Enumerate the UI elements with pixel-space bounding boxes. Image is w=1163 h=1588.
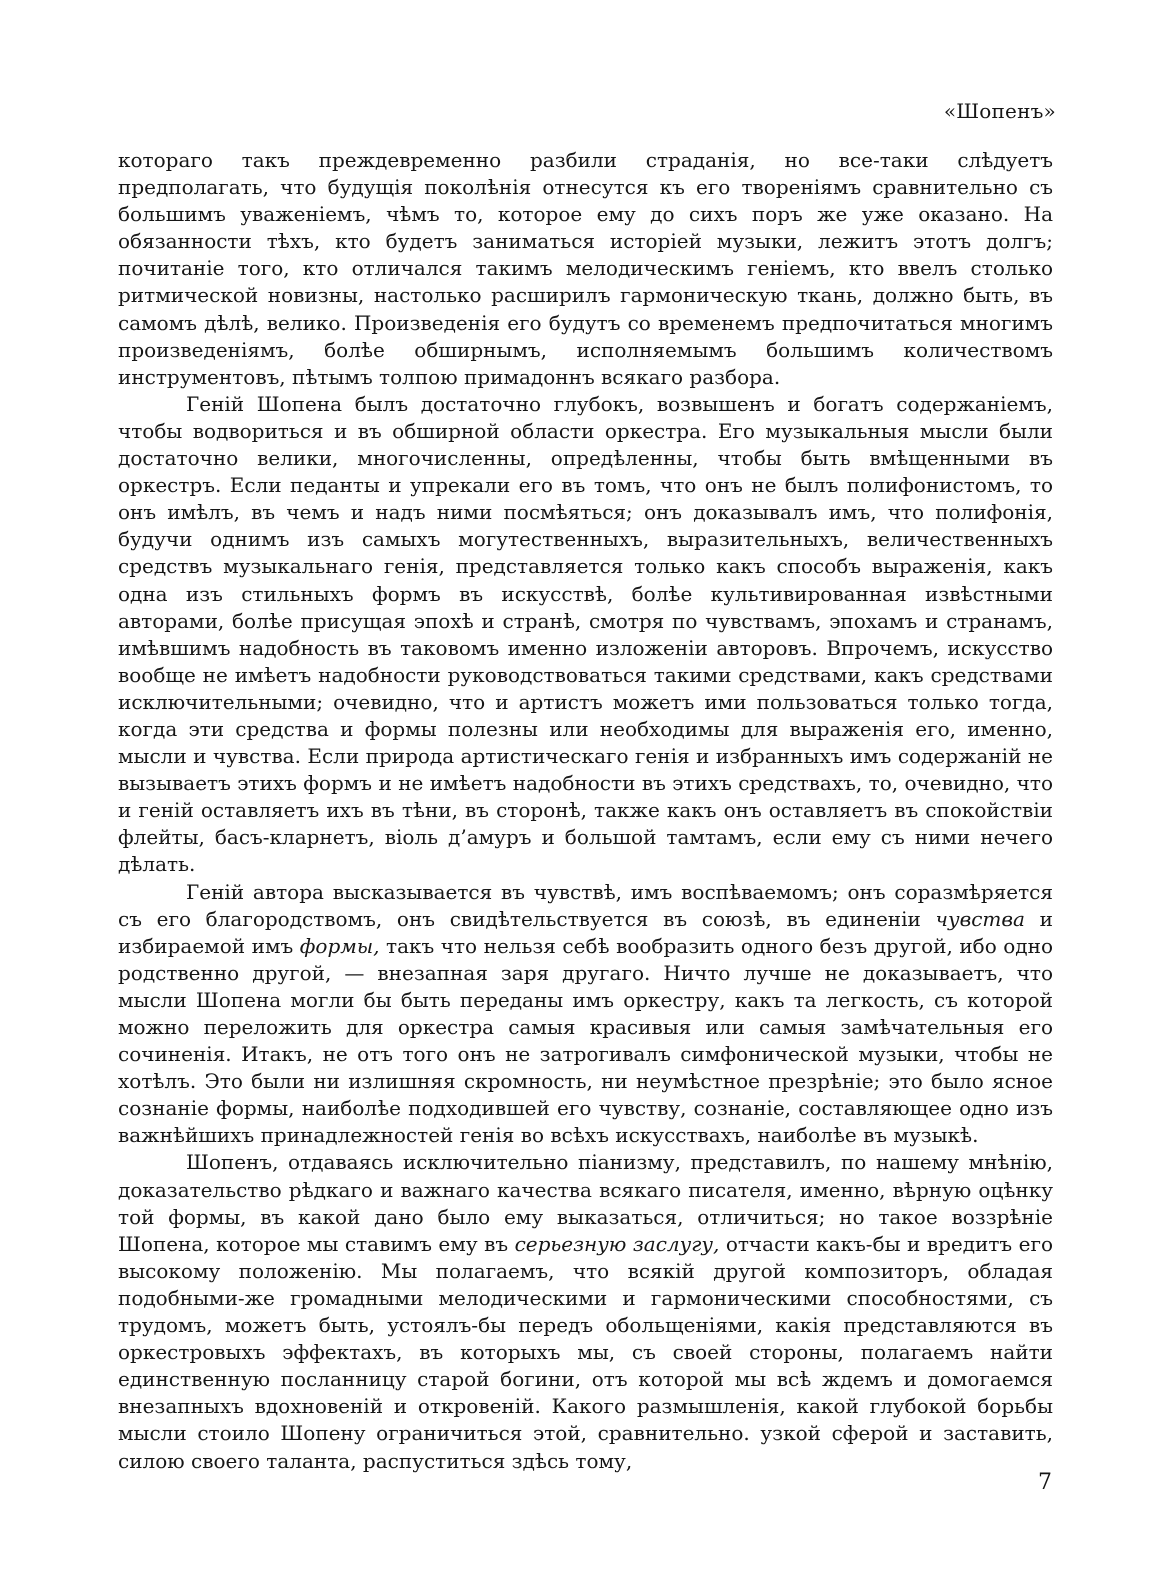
paragraph-1 [118, 147, 1053, 391]
body-text [118, 147, 1053, 1475]
text-run: отчасти какъ-бы и вредитъ его высокому положенію. Мы полагаемъ, что всякій другой композиторъ, обладая подобными-же громадными мелодическими и гармоническими способностями, съ трудомъ, можетъ быть, устоялъ-бы передъ обольщеніями, какія представляются въ оркестровыхъ эффектахъ, въ которыхъ мы, съ своей стороны, полагаемъ найти единственную посланницу старой богини, отъ которой мы всѣ ждемъ и домогаемся внезапныхъ вдохновеній и откровеній. Какого размышленія, какой глубокой борьбы мысли стоило Шопену ограничиться этой, сравнительно. узкой сферой и заставить, силою своего таланта, распуститься здѣсь тому, [118, 1231, 1053, 1473]
text-run: и избираемой имъ [118, 906, 1053, 958]
page-number: 7 [1038, 1470, 1052, 1495]
paragraph-2 [118, 391, 1053, 879]
text-run: такъ что нельзя себѣ вообразить одного безъ другой, ибо одно родственно другой, — внезапная заря другаго. Ничто лучше не доказываетъ, что мысли Шопена могли бы быть переданы имъ оркестру, какъ та легкость, съ которой можно переложить для оркестра самыя красивыя или самыя замѣчательныя его сочиненія. Итакъ, не отъ того онъ не затрогивалъ симфонической музыки, чтобы не хотѣлъ. Это были ни излишняя скромность, ни неумѣстное презрѣніе; это было ясное сознаніе формы, наиболѣе подходившей его чувству, сознаніе, составляющее одно изъ важнѣйшихъ принадлежностей генія во всѣхъ искусствахъ, наиболѣе въ музыкѣ. [118, 933, 1053, 1148]
running-head: «Шопенъ» [943, 99, 1056, 123]
text-run: Геній автора высказывается въ чувствѣ, имъ воспѣваемомъ; онъ соразмѣряется съ его благородствомъ, онъ свидѣтельствуется въ союзѣ, въ единеніи [118, 879, 1053, 931]
italic-run: чувства [935, 906, 1025, 931]
text-run: Геній Шопена былъ достаточно глубокъ, возвышенъ и богатъ содержаніемъ, чтобы водвориться и въ обширной области оркестра. Его музыкальныя мысли были достаточно велики, многочисленны, опредѣленны, чтобы быть вмѣщенными въ оркестръ. Если педанты и упрекали его въ томъ, что онъ не былъ полифонистомъ, то онъ имѣлъ, въ чемъ и надъ ними посмѣяться; онъ доказывалъ имъ, что полифонія, будучи однимъ изъ самыхъ могутественныхъ, выразительныхъ, величественныхъ средствъ музыкальнаго генія, представляется только какъ способъ выраженія, какъ одна изъ стильныхъ формъ въ искусствѣ, болѣе культивированная извѣстными авторами, болѣе присущая эпохѣ и странѣ, смотря по чувствамъ, эпохамъ и странамъ, имѣвшимъ надобность въ таковомъ именно изложеніи авторовъ. Впрочемъ, искусство вообще не имѣетъ надобности руководствоваться такими средствами, какъ средствами исключительными; очевидно, что и артистъ можетъ ими пользоваться только тогда, когда эти средства и формы полезны или необходимы для выраженія его, именно, мысли и чувства. Если природа артистическаго генія и избранныхъ имъ содержаній не вызываетъ этихъ формъ и не имѣетъ надобности въ этихъ средствахъ, то, очевидно, что и геній оставляетъ ихъ въ тѣни, въ сторонѣ, также какъ онъ оставляетъ въ спокойствіи флейты, басъ-кларнетъ, віоль д’амуръ и большой тамтамъ, если ему съ ними нечего дѣлать. [118, 391, 1053, 877]
paragraph-4 [118, 1149, 1053, 1474]
italic-run: серьезную заслугу, [514, 1231, 720, 1256]
italic-run: формы, [299, 933, 380, 958]
paragraph-3 [118, 879, 1053, 1150]
text-run: котораго такъ преждевременно разбили страданія, но все-таки слѣдуетъ предполагать, что будущія поколѣнія отнесутся къ его твореніямъ сравнительно съ большимъ уваженіемъ, чѣмъ то, которое ему до сихъ поръ же уже оказано. На обязанности тѣхъ, кто будетъ заниматься исторіей музыки, лежитъ этотъ долгъ; почитаніе того, кто отличался такимъ мелодическимъ геніемъ, кто ввелъ столько ритмической новизны, настолько расширилъ гармоническую ткань, должно быть, въ самомъ дѣлѣ, велико. Произведенія его будутъ со временемъ предпочитаться многимъ произведеніямъ, болѣе обширнымъ, исполняемымъ большимъ количествомъ инструментовъ, пѣтымъ толпою примадоннъ всякаго разбора. [118, 148, 1053, 389]
text-run: Шопенъ, отдаваясь исключительно піанизму, представилъ, по нашему мнѣнію, доказательство рѣдкаго и важнаго качества всякаго писателя, именно, вѣрную оцѣнку той формы, въ какой дано было ему выказаться, отличиться; но такое воззрѣніе Шопена, которое мы ставимъ ему въ [118, 1150, 1053, 1256]
